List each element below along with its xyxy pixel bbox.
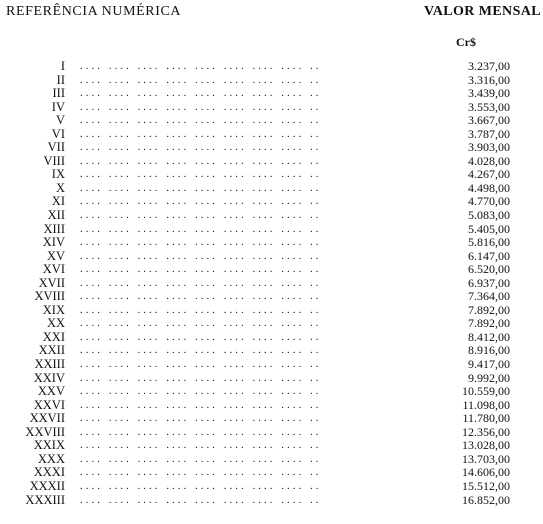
dot-leader: .... .... .... .... .... .... .... .... .. [80, 73, 322, 86]
table-row [0, 412, 543, 426]
table-row [0, 290, 543, 304]
monthly-value: 5.816,00 [468, 235, 510, 250]
table-row [0, 101, 543, 115]
reference-numeral: XXXII [29, 478, 65, 493]
table-row [0, 317, 543, 331]
reference-numeral: XIX [42, 302, 65, 317]
reference-numeral: V [55, 113, 65, 128]
monthly-value: 15.512,00 [462, 478, 510, 493]
table-row [0, 385, 543, 399]
monthly-value: 10.559,00 [462, 384, 510, 399]
monthly-value: 4.028,00 [468, 153, 510, 168]
table-row [0, 250, 543, 264]
table-row [0, 141, 543, 155]
monthly-value: 3.553,00 [468, 99, 510, 114]
table-row [0, 453, 543, 467]
table-row [0, 263, 543, 277]
dot-leader: .... .... .... .... .... .... .... .... .. [80, 87, 322, 100]
table-row [0, 466, 543, 480]
monthly-value: 5.083,00 [468, 208, 510, 223]
table-row [0, 155, 543, 169]
reference-numeral: XXIII [34, 357, 65, 372]
monthly-value: 7.892,00 [468, 302, 510, 317]
value-column-header: VALOR MENSAL [424, 4, 541, 19]
reference-numeral: XVIII [34, 289, 65, 304]
reference-numeral: XIII [43, 221, 65, 236]
table-row [0, 209, 543, 223]
dot-leader: .... .... .... .... .... .... .... .... .. [80, 452, 322, 465]
monthly-value: 8.916,00 [468, 343, 510, 358]
table-row [0, 331, 543, 345]
reference-numeral: XXI [42, 329, 65, 344]
table-row [0, 494, 543, 508]
monthly-value: 14.606,00 [462, 465, 510, 480]
table-row [0, 195, 543, 209]
table-row [0, 399, 543, 413]
dot-leader: .... .... .... .... .... .... .... .... .. [80, 195, 322, 208]
dot-leader: .... .... .... .... .... .... .... .... .. [80, 168, 322, 181]
monthly-value: 9.992,00 [468, 370, 510, 385]
dot-leader: .... .... .... .... .... .... .... .... .. [80, 493, 322, 506]
table-row [0, 128, 543, 142]
dot-leader: .... .... .... .... .... .... .... .... .. [80, 222, 322, 235]
monthly-value: 6.937,00 [468, 275, 510, 290]
dot-leader: .... .... .... .... .... .... .... .... .. [80, 317, 322, 330]
table-row [0, 426, 543, 440]
table-row [0, 358, 543, 372]
reference-numeral: XXVIII [25, 424, 65, 439]
reference-numeral: VII [47, 140, 65, 155]
reference-numeral: III [52, 86, 65, 101]
monthly-value: 13.703,00 [462, 451, 510, 466]
dot-leader: .... .... .... .... .... .... .... .... .. [80, 466, 322, 479]
monthly-value: 9.417,00 [468, 357, 510, 372]
dot-leader: .... .... .... .... .... .... .... .... .. [80, 181, 322, 194]
monthly-value: 3.439,00 [468, 86, 510, 101]
table-row [0, 344, 543, 358]
reference-numeral: XXX [37, 451, 65, 466]
table-row [0, 182, 543, 196]
reference-numeral: XVII [38, 275, 65, 290]
reference-column-header: REFERÊNCIA NUMÉRICA [6, 4, 182, 19]
monthly-value: 3.787,00 [468, 126, 510, 141]
monthly-value: 3.237,00 [468, 59, 510, 73]
monthly-value: 7.364,00 [468, 289, 510, 304]
table-row [0, 439, 543, 453]
reference-numeral: VI [51, 126, 65, 141]
monthly-value: 13.028,00 [462, 438, 510, 453]
monthly-value: 7.892,00 [468, 316, 510, 331]
monthly-value: 6.147,00 [468, 248, 510, 263]
reference-numeral: XX [46, 316, 65, 331]
table-row [0, 236, 543, 250]
monthly-value: 16.852,00 [462, 492, 510, 507]
monthly-value: 12.356,00 [462, 424, 510, 439]
table-row [0, 87, 543, 101]
reference-numeral: VIII [43, 153, 65, 168]
dot-leader: .... .... .... .... .... .... .... .... .. [80, 290, 322, 303]
table-row [0, 60, 543, 74]
reference-numeral: II [56, 72, 65, 87]
reference-numeral: XV [46, 248, 65, 263]
salary-table [0, 60, 543, 507]
reference-numeral: X [55, 180, 65, 195]
monthly-value: 3.667,00 [468, 113, 510, 128]
dot-leader: .... .... .... .... .... .... .... .... .. [80, 371, 322, 384]
dot-leader: .... .... .... .... .... .... .... .... .. [80, 398, 322, 411]
table-row [0, 168, 543, 182]
dot-leader: .... .... .... .... .... .... .... .... .. [80, 141, 322, 154]
reference-numeral: XXVI [33, 397, 65, 412]
reference-numeral: XI [51, 194, 65, 209]
monthly-value: 5.405,00 [468, 221, 510, 236]
reference-numeral: I [60, 59, 65, 73]
dot-leader: .... .... .... .... .... .... .... .... .. [80, 263, 322, 276]
dot-leader: .... .... .... .... .... .... .... .... .. [80, 60, 322, 72]
table-row [0, 74, 543, 88]
reference-numeral: XXXIII [25, 492, 65, 507]
dot-leader: .... .... .... .... .... .... .... .... .. [80, 276, 322, 289]
dot-leader: .... .... .... .... .... .... .... .... .. [80, 154, 322, 167]
table-row [0, 372, 543, 386]
reference-numeral: XXXI [33, 465, 65, 480]
dot-leader: .... .... .... .... .... .... .... .... .. [80, 114, 322, 127]
monthly-value: 11.098,00 [462, 397, 510, 412]
monthly-value: 4.770,00 [468, 194, 510, 209]
reference-numeral: XXII [38, 343, 65, 358]
dot-leader: .... .... .... .... .... .... .... .... .. [80, 358, 322, 371]
table-row [0, 223, 543, 237]
reference-numeral: XXVII [29, 411, 65, 426]
dot-leader: .... .... .... .... .... .... .... .... .. [80, 439, 322, 452]
table-row [0, 114, 543, 128]
reference-numeral: XII [47, 208, 65, 223]
monthly-value: 3.903,00 [468, 140, 510, 155]
dot-leader: .... .... .... .... .... .... .... .... .. [80, 330, 322, 343]
monthly-value: 11.780,00 [462, 411, 510, 426]
monthly-value: 8.412,00 [468, 329, 510, 344]
table-row [0, 480, 543, 494]
reference-numeral: XXIX [33, 438, 65, 453]
table-row [0, 304, 543, 318]
currency-label: Cr$ [456, 35, 476, 49]
table-row [0, 277, 543, 291]
dot-leader: .... .... .... .... .... .... .... .... .. [80, 385, 322, 398]
dot-leader: .... .... .... .... .... .... .... .... .. [80, 209, 322, 222]
dot-leader: .... .... .... .... .... .... .... .... .. [80, 127, 322, 140]
monthly-value: 6.520,00 [468, 262, 510, 277]
reference-numeral: XIV [42, 235, 65, 250]
monthly-value: 3.316,00 [468, 72, 510, 87]
dot-leader: .... .... .... .... .... .... .... .... .. [80, 412, 322, 425]
reference-numeral: IV [51, 99, 65, 114]
monthly-value: 4.498,00 [468, 180, 510, 195]
dot-leader: .... .... .... .... .... .... .... .... .. [80, 236, 322, 249]
dot-leader: .... .... .... .... .... .... .... .... .. [80, 249, 322, 262]
dot-leader: .... .... .... .... .... .... .... .... .. [80, 303, 322, 316]
reference-numeral: XXIV [33, 370, 65, 385]
dot-leader: .... .... .... .... .... .... .... .... .. [80, 425, 322, 438]
reference-numeral: XXV [37, 384, 65, 399]
reference-numeral: XVI [42, 262, 65, 277]
reference-numeral: IX [51, 167, 65, 182]
dot-leader: .... .... .... .... .... .... .... .... .. [80, 344, 322, 357]
dot-leader: .... .... .... .... .... .... .... .... .. [80, 100, 322, 113]
dot-leader: .... .... .... .... .... .... .... .... .. [80, 479, 322, 492]
monthly-value: 4.267,00 [468, 167, 510, 182]
